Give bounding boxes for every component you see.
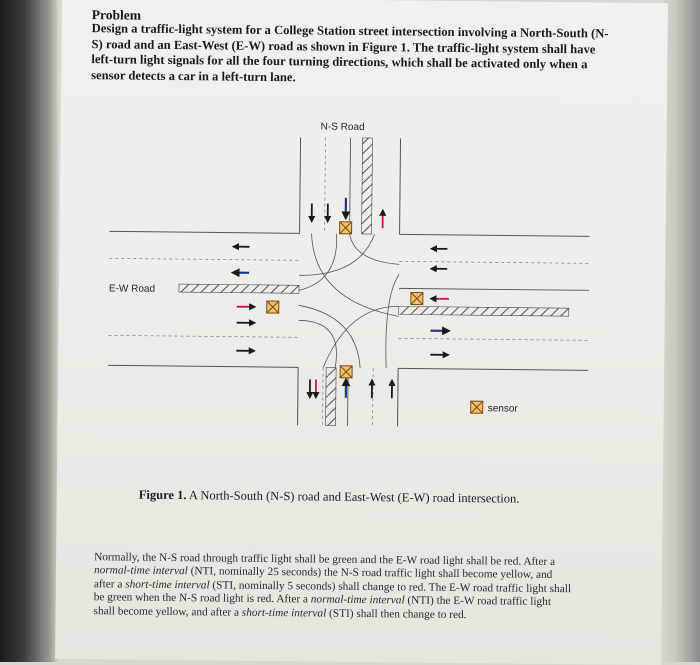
westbound-left-arrows: [234, 247, 279, 351]
problem-statement: Design a traffic-light system for a College Station street intersection involving a North-South (N-S) road and an East-West (E-W) road as shown in Figure 1. The traffic-light system shall have left-turn light signals for all the four turning directions, which shall be activated only when a sensor detects a car in a left-turn lane.: [91, 21, 612, 88]
para-term: short-time interval: [125, 578, 210, 591]
para-text: (NTI) the E-W road traffic light shall become yellow, and after a: [94, 595, 552, 619]
problem-heading: Problem: [92, 7, 141, 24]
description-paragraph: [94, 551, 575, 623]
ns-road-label: N-S Road: [321, 122, 365, 133]
ew-road-edge: [398, 368, 588, 370]
ns-road-edge: [300, 137, 301, 233]
ns-road-edge: [400, 138, 401, 234]
para-term: normal-time interval: [311, 594, 405, 607]
ew-road-edge: [400, 234, 590, 236]
ew-road-label: E-W Road: [109, 283, 155, 294]
lane-divider: [109, 258, 299, 260]
ns-road-edge: [298, 367, 299, 425]
figure-caption-text: A North-South (N-S) road and East-West (E-W) road intersection.: [189, 488, 520, 505]
turning-path: [311, 233, 400, 316]
para-text: (STI) shall then change to red.: [326, 607, 466, 620]
sensor-legend: [471, 401, 519, 414]
median-hatch: [362, 138, 373, 234]
lane-divider: [399, 261, 589, 263]
figure-caption: [139, 488, 599, 508]
para-term: short-time interval: [242, 606, 327, 619]
ew-road-edge: [110, 231, 300, 233]
turning-paths: [298, 233, 399, 368]
lane-divider: [398, 338, 588, 340]
median-hatch: [179, 284, 299, 293]
lane-divider: [325, 138, 326, 234]
turning-path: [298, 320, 337, 367]
northbound-arrows: [310, 365, 392, 398]
ew-road-edge: [108, 365, 298, 367]
legend-sensor-label: sensor: [488, 403, 519, 414]
lane-divider: [399, 288, 589, 290]
turning-path: [386, 274, 399, 368]
lane-divider: [323, 368, 324, 426]
para-text: (STI, nominally 5 seconds) shall change to red. The E-W road traffic light shall be green when the N-S road light is red. After a: [94, 579, 571, 605]
median-hatch: [399, 306, 569, 316]
document-page: [55, 0, 668, 665]
para-text: Normally, the N-S road through traffic light shall be green and the E-W road light shall be red. After a: [94, 551, 555, 568]
turning-path: [298, 305, 361, 368]
figure-number: Figure 1.: [139, 488, 187, 502]
para-term: normal-time interval: [94, 565, 188, 578]
ns-road-edge: [398, 368, 399, 426]
lane-divider: [350, 138, 351, 234]
southbound-arrows: [312, 197, 383, 234]
median-hatch: [326, 368, 337, 426]
lane-divider: [108, 335, 298, 337]
turning-path: [299, 233, 337, 290]
intersection-diagram: [97, 113, 600, 438]
para-text: (NTI, nominally 25 seconds) the N-S road traffic light shall become yellow, and after a: [94, 566, 553, 591]
screen-bezel-left: [0, 0, 58, 662]
